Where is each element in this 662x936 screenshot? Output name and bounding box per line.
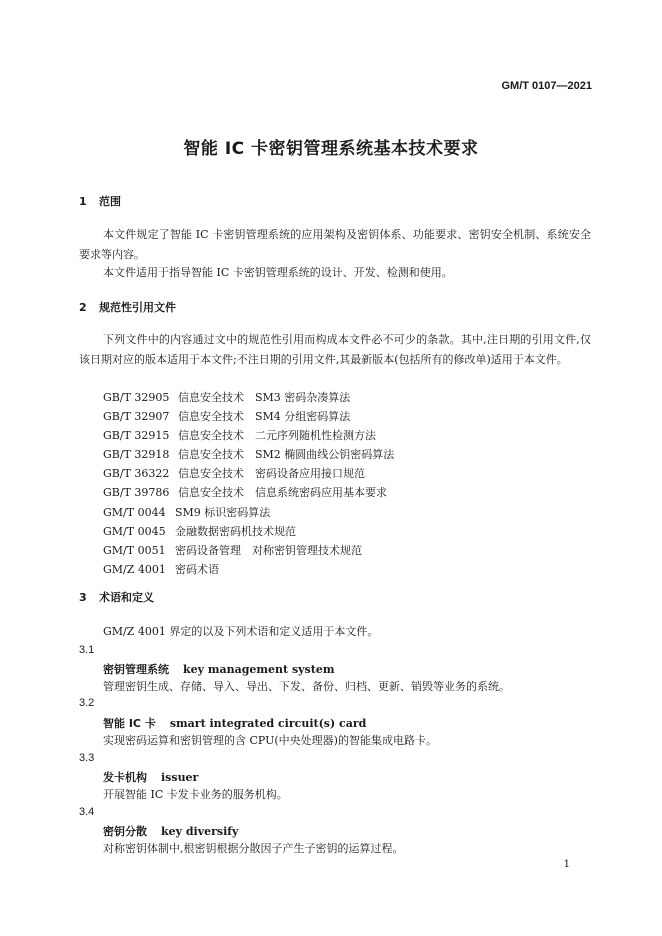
section-3-intro: GM/Z 4001 界定的以及下列术语和定义适用于本文件。: [103, 625, 379, 638]
term-number: 3.1: [79, 644, 95, 656]
reference-item: [103, 388, 394, 407]
section-1-paragraph: 本文件适用于指导智能 IC 卡密钥管理系统的设计、开发、检测和使用。: [103, 266, 453, 279]
reference-code: GB/T 36322: [103, 467, 170, 481]
reference-title: 信息安全技术 二元序列随机性检测方法: [178, 429, 376, 443]
section-2-heading: [79, 299, 176, 315]
section-3-heading: [79, 589, 154, 605]
reference-item: [103, 407, 394, 426]
section-title: 范围: [99, 195, 121, 208]
document-title: 智能 IC 卡密钥管理系统基本技术要求: [183, 139, 479, 159]
section-title: 规范性引用文件: [99, 301, 176, 314]
reference-title: 信息安全技术 SM4 分组密码算法: [178, 410, 351, 424]
reference-code: GB/T 32907: [103, 410, 170, 424]
reference-title: SM9 标识密码算法: [175, 505, 271, 519]
term-en: key management system: [183, 663, 335, 676]
term-heading: [103, 715, 366, 731]
reference-item: [103, 426, 394, 445]
term-zh: 智能 IC 卡: [103, 717, 156, 730]
term-zh: 发卡机构: [103, 771, 147, 784]
reference-title: 信息安全技术 SM2 椭圆曲线公钥密码算法: [178, 448, 395, 462]
term-definition: 对称密钥体制中,根密钥根据分散因子产生子密钥的运算过程。: [103, 842, 404, 855]
term-en: issuer: [161, 771, 199, 784]
reference-item: [103, 503, 394, 522]
reference-item: [103, 522, 394, 541]
reference-code: GM/T 0045: [103, 524, 166, 538]
term-number: 3.4: [79, 806, 95, 818]
term-definition: 开展智能 IC 卡发卡业务的服务机构。: [103, 788, 288, 801]
reference-title: 密码术语: [175, 562, 219, 576]
reference-code: GB/T 32905: [103, 391, 170, 404]
term-number: 3.2: [79, 697, 95, 709]
term-zh: 密钥管理系统: [103, 663, 169, 676]
reference-code: GB/T 32918: [103, 448, 170, 462]
section-title: 术语和定义: [99, 591, 154, 604]
term-definition: 实现密码运算和密钥管理的含 CPU(中央处理器)的智能集成电路卡。: [103, 734, 437, 747]
term-heading: [103, 769, 198, 785]
term-heading: [103, 661, 334, 677]
section-number: 3: [79, 591, 87, 604]
standard-code: GM/T 0107—2021: [501, 80, 592, 92]
reference-item: [103, 464, 394, 483]
reference-item: [103, 541, 394, 560]
reference-title: 金融数据密码机技术规范: [175, 524, 296, 538]
reference-item: [103, 483, 394, 502]
term-definition: 管理密钥生成、存储、导入、导出、下发、备份、归档、更新、销毁等业务的系统。: [103, 680, 510, 693]
reference-code: GB/T 32915: [103, 429, 170, 443]
reference-title: 密码设备管理 对称密钥管理技术规范: [175, 543, 362, 557]
term-heading: [103, 823, 238, 839]
page-number: 1: [563, 859, 570, 870]
reference-item: [103, 445, 394, 464]
reference-code: GM/T 0051: [103, 543, 166, 557]
section-number: 1: [79, 195, 87, 208]
reference-title: 信息安全技术 密码设备应用接口规范: [178, 467, 365, 481]
reference-code: GB/T 39786: [103, 486, 170, 500]
term-zh: 密钥分散: [103, 825, 147, 838]
term-en: smart integrated circuit(s) card: [169, 717, 367, 730]
reference-item: [103, 560, 394, 579]
reference-title: 信息安全技术 信息系统密码应用基本要求: [178, 486, 387, 500]
reference-code: GM/T 0044: [103, 505, 166, 519]
section-number: 2: [79, 301, 87, 314]
term-en: key diversify: [161, 825, 239, 838]
section-2-intro: 下列文件中的内容通过文中的规范性引用而构成本文件必不可少的条款。其中,注日期的引用文件,仅该日期对应的版本适用于本文件;不注日期的引用文件,其最新版本(包括所有的修改单)适用于本文件。: [79, 333, 591, 366]
section-1-paragraph: 本文件规定了智能 IC 卡密钥管理系统的应用架构及密钥体系、功能要求、密钥安全机制、系统安全要求等内容。: [79, 228, 591, 261]
term-number: 3.3: [79, 752, 95, 764]
reference-list: [103, 388, 394, 579]
section-1-heading: [79, 193, 121, 209]
reference-code: GM/Z 4001: [103, 562, 166, 576]
reference-title: 信息安全技术 SM3 密码杂凑算法: [178, 391, 351, 404]
